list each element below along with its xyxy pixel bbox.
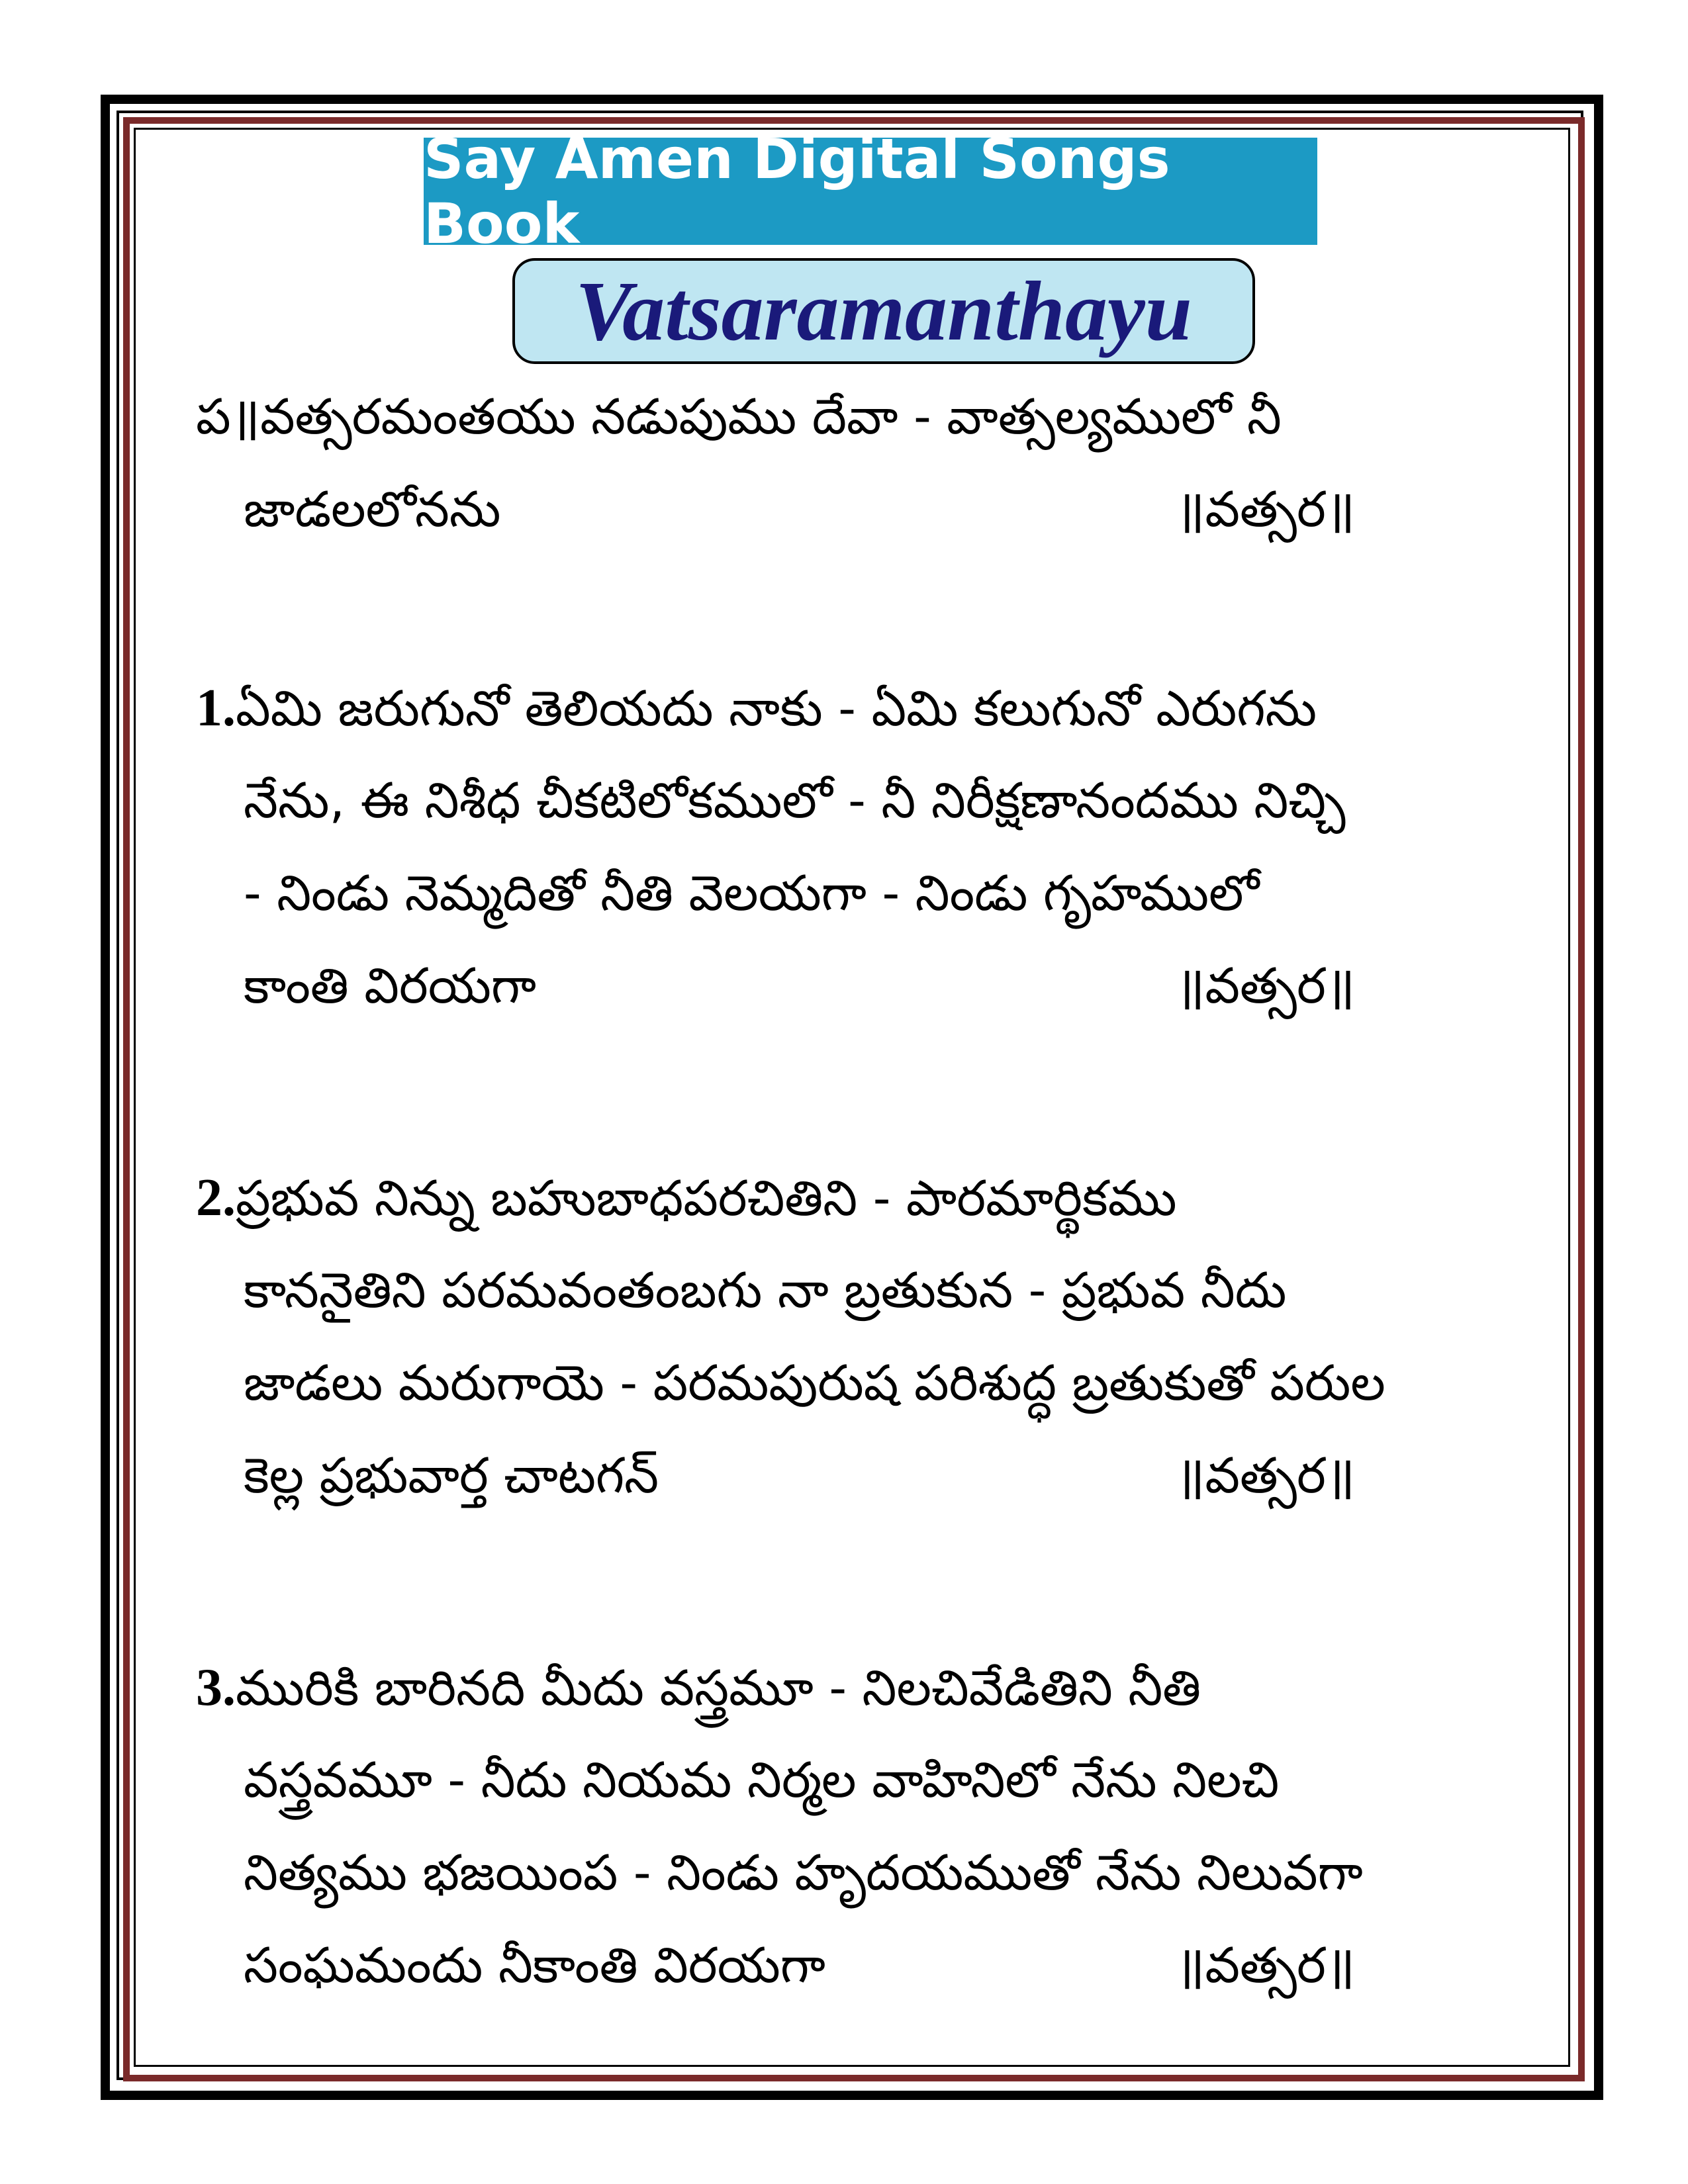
verse-3-refrain: ॥వత్సర॥: [1176, 1937, 1356, 1994]
song-title-box: [512, 258, 1255, 364]
verse-1-line-1: [196, 662, 1317, 754]
verse-1-number: 1.: [196, 679, 236, 737]
verse-1-refrain: ॥వత్సర॥: [1176, 958, 1356, 1015]
verse-3-line-4: సంఘమందు నీకాంతి విరయగా: [244, 1937, 825, 1994]
chorus-line-1: ప॥వత్సరమంతయు నడుపుము దేవా - వాత్సల్యములో నీ: [196, 388, 1282, 445]
header-banner: [424, 126, 1317, 256]
verse-2-line-1-text: ప్రభువ నిన్ను బహుబాధపరచితిని - పారమార్థికము: [236, 1170, 1177, 1227]
verse-3-line-2: వస్త్రవమూ - నీదు నియమ నిర్మల వాహినిలో నేను నిలచి: [244, 1752, 1280, 1809]
chorus-refrain: ॥వత్సర॥: [1176, 481, 1356, 538]
verse-2-line-4: కెల్ల ప్రభువార్త చాటగన్: [244, 1447, 659, 1504]
verse-3-line-1-text: మురికి బారినది మీదు వస్త్రమూ - నిలచివేడితిని నీతి: [236, 1660, 1201, 1717]
verse-2-line-2: కాననైతిని పరమవంతంబగు నా బ్రతుకున - ప్రభువ నీదు: [244, 1262, 1287, 1319]
verse-1-line-1-text: ఏమి జరుగునో తెలియదు నాకు - ఏమి కలుగునో ఎరుగను: [236, 680, 1317, 737]
verse-2-line-3: జాడలు మరుగాయె - పరమపురుష పరిశుద్ధ బ్రతుకుతో పరుల: [244, 1355, 1385, 1412]
verse-3-line-3: నిత్యము భజయింప - నిండు హృదయముతో నేను నిలువగా: [244, 1844, 1363, 1901]
verse-2-number: 2.: [196, 1169, 236, 1227]
verse-2-line-1: [196, 1152, 1177, 1244]
verse-1-line-3: - నిండు నెమ్మదితో నీతి వెలయగా - నిండు గృహములో: [244, 865, 1260, 922]
lyrics-body: [196, 371, 1560, 2052]
verse-1-line-4: కాంతి విరయగా: [244, 958, 537, 1015]
header-banner-text: Say Amen Digital Songs Book: [424, 126, 1170, 256]
song-title: Vatsaramanthayu: [575, 263, 1192, 358]
verse-1-line-2: నేను, ఈ నిశీధ చీకటిలోకములో - నీ నిరీక్షణానందము నిచ్చి: [244, 772, 1346, 829]
verse-3-line-1: [196, 1641, 1201, 1734]
chorus-line-2: జాడలలోనను: [244, 481, 501, 538]
verse-2-refrain: ॥వత్సర॥: [1176, 1447, 1356, 1504]
verse-3-number: 3.: [196, 1659, 236, 1717]
